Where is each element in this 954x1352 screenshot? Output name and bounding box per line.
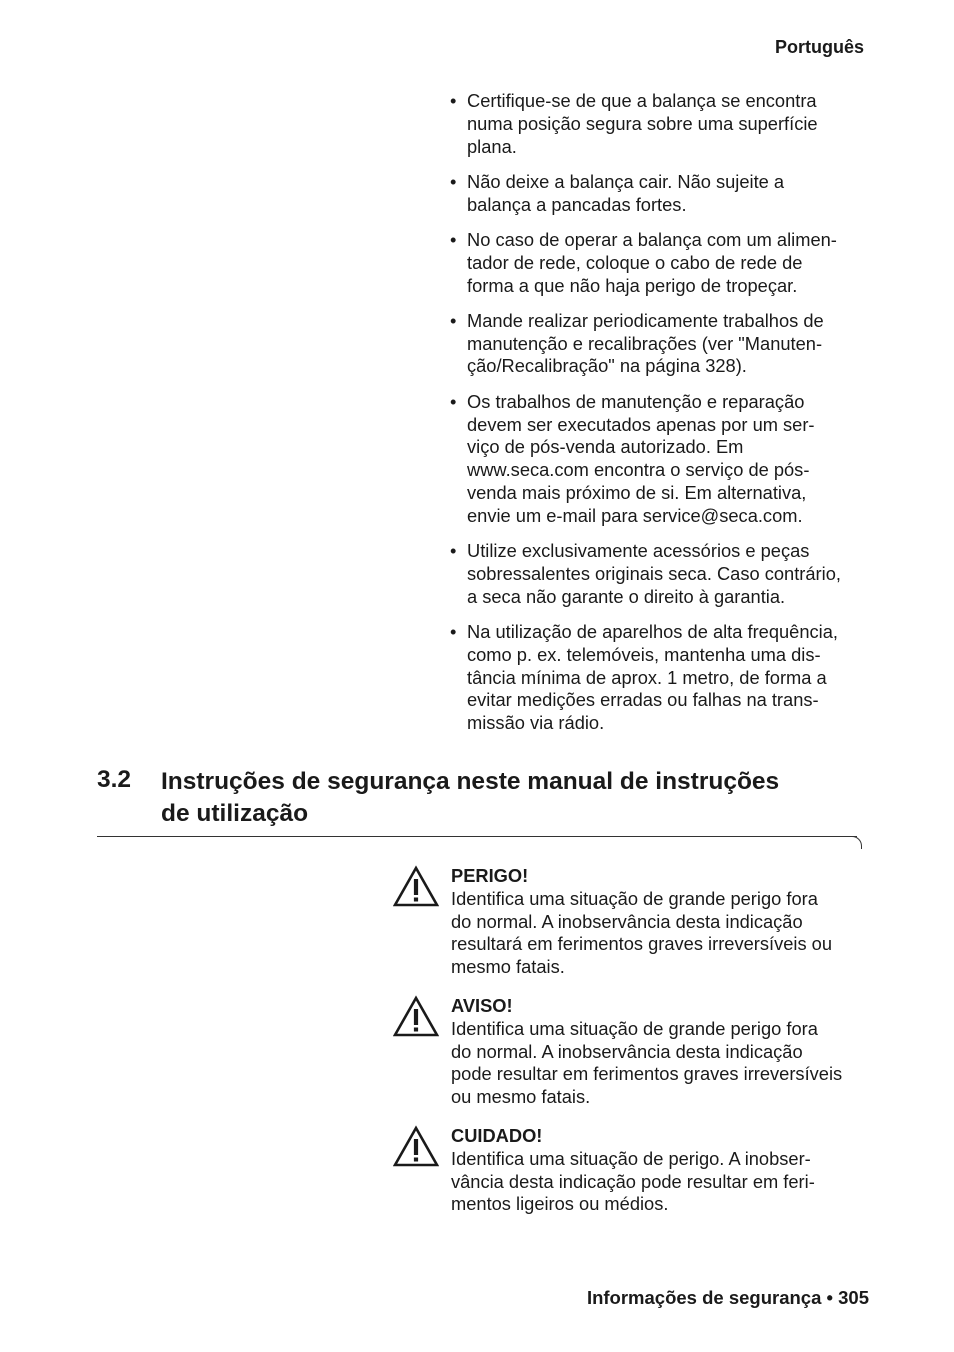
list-item-text: Certifique-se de que a balança se encontra numa posição segura sobre uma superfície plana. bbox=[467, 90, 818, 157]
list-item-text: Não deixe a balança cair. Não sujeite a balança a pancadas fortes. bbox=[467, 170, 785, 215]
section-number: 3.2 bbox=[97, 766, 132, 793]
list-item bbox=[450, 621, 875, 735]
notice-label: AVISO! bbox=[451, 995, 513, 1016]
section-divider bbox=[97, 836, 857, 837]
bullet-dot: • bbox=[450, 540, 457, 562]
notice-label: PERIGO! bbox=[451, 865, 529, 886]
header-language: Português bbox=[774, 37, 864, 57]
notice-text bbox=[451, 995, 871, 1109]
list-item bbox=[450, 310, 875, 378]
bullet-dot: • bbox=[450, 309, 457, 331]
notice-label: CUIDADO! bbox=[451, 1125, 543, 1146]
list-item bbox=[450, 90, 875, 158]
safety-bullet-list bbox=[450, 90, 875, 747]
bullet-dot: • bbox=[450, 170, 457, 192]
notice-text bbox=[451, 865, 871, 979]
bullet-dot: • bbox=[450, 620, 457, 642]
list-item-text: Mande realizar periodicamente trabalhos de manutenção e recalibrações (ver "Manuten- ção/Recalibração" na página 328). bbox=[467, 309, 824, 377]
list-item-text: Utilize exclusivamente acessórios e peças sobressalentes originais seca. Caso contrário, a seca não garante o direito à garantia. bbox=[467, 540, 841, 607]
list-item-text: Na utilização de aparelhos de alta frequência, como p. ex. telemóveis, mantenha uma dis- tância mínima de aprox. 1 metro, de forma a evitar medições erradas ou falhas na trans- missão via rádio. bbox=[467, 620, 838, 734]
warning-triangle-icon bbox=[393, 995, 439, 1037]
notice-text bbox=[451, 1125, 871, 1216]
list-item bbox=[450, 229, 875, 297]
notice-body: Identifica uma situação de grande perigo fora do normal. A inobservância desta indicação resultará em ferimentos graves irreversíveis ou mesmo fatais. bbox=[451, 887, 832, 978]
warning-triangle-icon bbox=[393, 1125, 439, 1167]
page-footer: Informações de segurança • 305 bbox=[586, 1287, 869, 1308]
list-item-text: No caso de operar a balança com um alimen- tador de rede, coloque o cabo de rede de forma a que não haja perigo de tropeçar. bbox=[467, 228, 837, 296]
list-item-text: Os trabalhos de manutenção e reparação devem ser executados apenas por um ser- viço de pós-venda autorizado. Em www.seca.com encontra o serviço de pós- venda mais próximo de si. Em alternativa, envie um e-mail para service@seca.com. bbox=[467, 390, 815, 526]
bullet-dot: • bbox=[450, 90, 457, 111]
list-item bbox=[450, 171, 875, 217]
section-divider-corner bbox=[849, 836, 862, 849]
notice-body: Identifica uma situação de perigo. A inobser- vância desta indicação pode resultar em feri- mentos ligeiros ou médios. bbox=[451, 1147, 815, 1215]
section-title: Instruções de segurança neste manual de instruções de utilização bbox=[161, 768, 780, 827]
list-item bbox=[450, 391, 875, 528]
notice-body: Identifica uma situação de grande perigo fora do normal. A inobservância desta indicação pode resultar em ferimentos graves irreversíveis ou mesmo fatais. bbox=[451, 1017, 843, 1108]
bullet-dot: • bbox=[450, 228, 457, 250]
list-item bbox=[450, 540, 875, 608]
bullet-dot: • bbox=[450, 390, 457, 412]
warning-triangle-icon bbox=[393, 865, 439, 907]
